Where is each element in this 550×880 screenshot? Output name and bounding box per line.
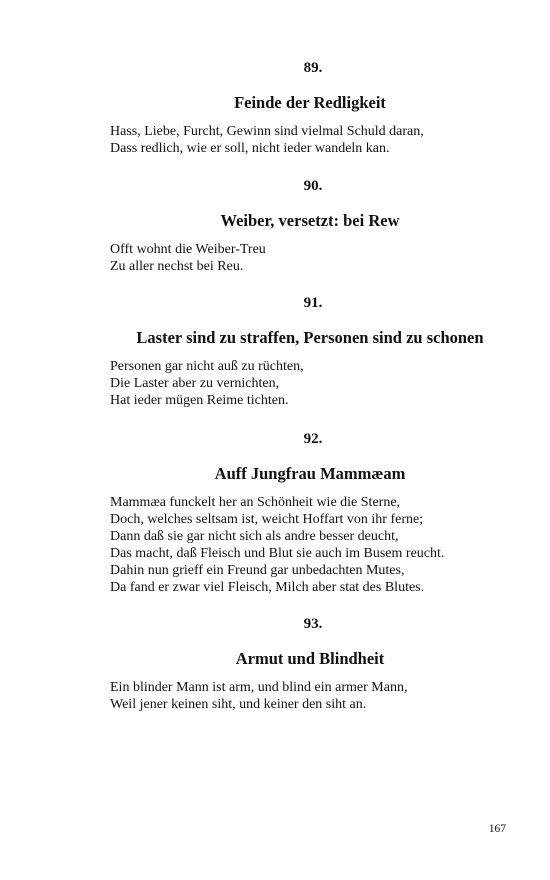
- epigram-number: 89.: [303, 60, 323, 76]
- epigram-number: 90.: [303, 178, 323, 194]
- verse-line: Mammæa funckelt her an Schönheit wie die Sterne,: [110, 495, 401, 510]
- epigram-verses: [110, 494, 510, 596]
- epigram-90: [110, 177, 510, 275]
- verse-line: Da fand er zwar viel Fleisch, Milch aber stat des Blutes.: [110, 580, 425, 595]
- epigram-93: [110, 615, 510, 713]
- verse-line: Dass redlich, wie er soll, nicht ieder wandeln kan.: [110, 141, 390, 156]
- page-number: 167: [488, 823, 506, 835]
- verse-line: Weil jener keinen siht, und keiner den siht an.: [110, 697, 367, 712]
- verse-line: Hat ieder mügen Reime tichten.: [110, 393, 289, 408]
- epigram-91: [110, 294, 510, 409]
- verse-line: Die Laster aber zu vernichten,: [110, 376, 280, 391]
- verse-line: Dann daß sie gar nicht sich als andre besser deucht,: [110, 529, 399, 544]
- epigram-title: Feinde der Redligkeit: [234, 93, 386, 112]
- epigram-title: Weiber, versetzt: bei Rew: [220, 211, 400, 230]
- epigram-number: 92.: [303, 431, 323, 447]
- epigram-verses: [110, 241, 510, 275]
- epigram-verses: [110, 679, 510, 713]
- verse-line: Zu aller nechst bei Reu.: [110, 259, 244, 274]
- verse-line: Ein blinder Mann ist arm, und blind ein armer Mann,: [110, 680, 408, 695]
- verse-line: Offt wohnt die Weiber-Treu: [110, 242, 266, 257]
- epigram-title: Auff Jungfrau Mammæam: [214, 464, 406, 483]
- epigram-title: Laster sind zu straffen, Personen sind zu schonen: [136, 328, 484, 347]
- epigram-number: 91.: [303, 295, 323, 311]
- epigram-title: Armut und Blindheit: [235, 649, 385, 668]
- verse-line: Personen gar nicht auß zu rüchten,: [110, 359, 304, 374]
- epigram-92: [110, 430, 510, 596]
- epigram-verses: [110, 358, 510, 409]
- epigram-verses: [110, 123, 510, 157]
- verse-line: Doch, welches seltsam ist, weicht Hoffart von ihr ferne;: [110, 512, 424, 527]
- verse-line: Dahin nun grieff ein Freund gar unbedachten Mutes,: [110, 563, 405, 578]
- verse-line: Hass, Liebe, Furcht, Gewinn sind vielmal Schuld daran,: [110, 124, 424, 139]
- epigram-89: [110, 59, 510, 157]
- verse-line: Das macht, daß Fleisch und Blut sie auch im Busem reucht.: [110, 546, 445, 561]
- epigram-number: 93.: [303, 616, 323, 632]
